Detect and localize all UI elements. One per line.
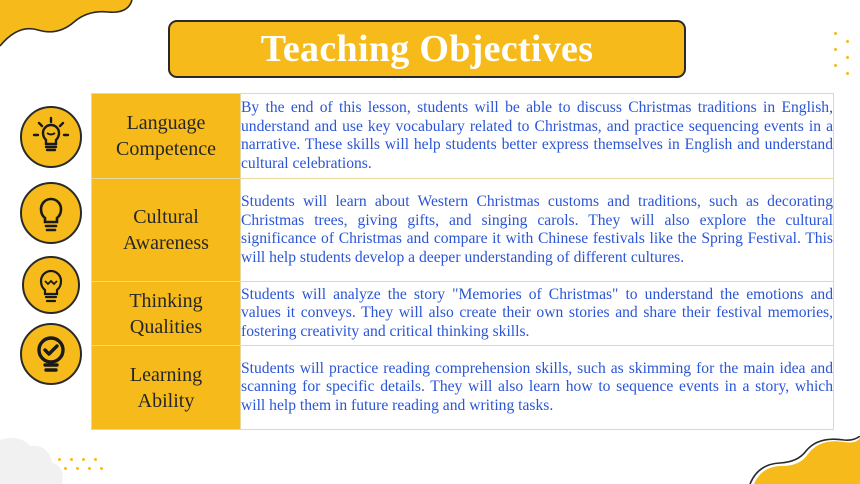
category-label: Qualities	[129, 315, 203, 338]
table-row	[92, 94, 834, 179]
title-banner	[168, 20, 686, 78]
table-row	[92, 179, 834, 282]
category-label: Cultural	[133, 206, 199, 228]
description-cell: Students will analyze the story "Memories of Christmas" to understand the emotions and values it conveys. They will also create their own stories and share their festival memories, fostering creativity and critical thinking skills.	[241, 282, 834, 346]
category-label: Awareness	[123, 232, 209, 254]
slide-title: Teaching Objectives	[260, 28, 594, 70]
table-row	[92, 282, 834, 346]
objectives-table	[91, 93, 834, 430]
bottom-right-wave-decoration	[748, 436, 860, 484]
category-cell	[92, 282, 241, 346]
category-label: Competence	[116, 138, 216, 160]
description-cell: Students will learn about Western Christmas customs and traditions, such as decorating Christmas trees, giving gifts, and singing carols. They will also explore the cultural significance of Christmas and compare it with Chinese festivals like the Spring Festival. This will help students develop a deeper understanding of different cultures.	[241, 179, 834, 282]
check-bulb-icon	[19, 322, 83, 386]
category-label: Ability	[137, 389, 195, 412]
category-label: Learning	[129, 363, 203, 386]
category-label: Language	[126, 112, 206, 134]
category-cell	[92, 179, 241, 282]
description-cell: Students will practice reading comprehension skills, such as skimming for the main idea and scanning for specific details. They will also learn how to sequence events in a story, which will help them in future reading and writing tasks.	[241, 346, 834, 430]
category-label: Thinking	[129, 289, 203, 312]
description-cell: By the end of this lesson, students will be able to discuss Christmas traditions in English, understand and use key vocabulary related to Christmas, and practice sequencing events in a narrative. These skills will help students better express themselves in English and understand cultural celebrations.	[241, 94, 834, 179]
bottom-left-cloud-decoration	[0, 430, 70, 484]
top-left-wave-decoration	[0, 0, 140, 60]
table-row	[92, 346, 834, 430]
thinking-bulb-icon	[19, 253, 83, 317]
category-cell	[92, 94, 241, 179]
lightbulb-icon	[19, 181, 83, 245]
category-cell	[92, 346, 241, 430]
idea-bulb-icon	[19, 105, 83, 169]
